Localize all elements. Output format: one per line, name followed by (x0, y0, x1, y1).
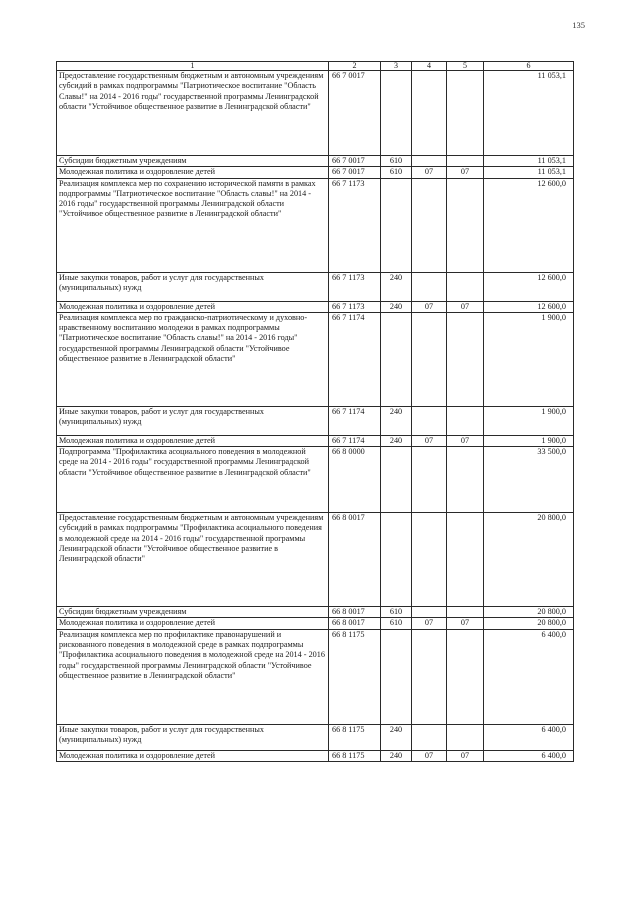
table-row (57, 447, 574, 513)
row-section-cell (412, 629, 447, 724)
row-code-cell: 66 7 1174 (329, 312, 381, 406)
header-cell-6: 6 (484, 62, 574, 71)
row-expense-type-cell: 240 (381, 435, 412, 446)
row-name-cell: Молодежная политика и оздоровление детей (57, 167, 329, 178)
table-row (57, 272, 574, 301)
row-code-cell: 66 7 1174 (329, 435, 381, 446)
row-amount-cell: 6 400,0 (484, 750, 574, 761)
row-name-cell: Молодежная политика и оздоровление детей (57, 435, 329, 446)
header-cell-2: 2 (329, 62, 381, 71)
row-expense-type-cell: 240 (381, 272, 412, 301)
row-expense-type-cell: 240 (381, 301, 412, 312)
table-row (57, 618, 574, 629)
table-header-row (57, 62, 574, 71)
row-section-cell (412, 312, 447, 406)
row-code-cell: 66 8 0017 (329, 607, 381, 618)
row-amount-cell: 6 400,0 (484, 724, 574, 750)
row-section-cell (412, 156, 447, 167)
row-subsection-cell (447, 156, 484, 167)
header-cell-3: 3 (381, 62, 412, 71)
row-amount-cell: 11 053,1 (484, 156, 574, 167)
row-subsection-cell (447, 272, 484, 301)
row-expense-type-cell (381, 629, 412, 724)
table-row (57, 312, 574, 406)
row-expense-type-cell: 610 (381, 618, 412, 629)
row-name-cell: Молодежная политика и оздоровление детей (57, 301, 329, 312)
row-code-cell: 66 8 0000 (329, 447, 381, 513)
row-expense-type-cell (381, 513, 412, 607)
row-name-cell: Иные закупки товаров, работ и услуг для государственных (муниципальных) нужд (57, 272, 329, 301)
row-section-cell: 07 (412, 750, 447, 761)
row-name-cell: Молодежная политика и оздоровление детей (57, 750, 329, 761)
row-code-cell: 66 7 1173 (329, 178, 381, 272)
header-cell-4: 4 (412, 62, 447, 71)
row-subsection-cell: 07 (447, 435, 484, 446)
row-amount-cell: 33 500,0 (484, 447, 574, 513)
row-section-cell (412, 513, 447, 607)
row-expense-type-cell (381, 71, 412, 156)
table-row (57, 167, 574, 178)
row-section-cell (412, 607, 447, 618)
row-expense-type-cell (381, 312, 412, 406)
row-code-cell: 66 7 1174 (329, 406, 381, 435)
row-amount-cell: 1 900,0 (484, 406, 574, 435)
row-amount-cell: 20 800,0 (484, 607, 574, 618)
row-amount-cell: 20 800,0 (484, 513, 574, 607)
row-section-cell: 07 (412, 301, 447, 312)
header-cell-5: 5 (447, 62, 484, 71)
row-amount-cell: 6 400,0 (484, 629, 574, 724)
row-name-cell: Иные закупки товаров, работ и услуг для государственных (муниципальных) нужд (57, 724, 329, 750)
budget-table (56, 61, 574, 762)
row-section-cell (412, 447, 447, 513)
row-code-cell: 66 7 1173 (329, 272, 381, 301)
row-expense-type-cell (381, 447, 412, 513)
row-amount-cell: 12 600,0 (484, 301, 574, 312)
row-expense-type-cell: 240 (381, 406, 412, 435)
row-amount-cell: 12 600,0 (484, 272, 574, 301)
row-code-cell: 66 7 0017 (329, 71, 381, 156)
row-section-cell (412, 406, 447, 435)
row-subsection-cell (447, 629, 484, 724)
row-expense-type-cell: 240 (381, 724, 412, 750)
row-subsection-cell (447, 178, 484, 272)
table-row (57, 406, 574, 435)
table-row (57, 724, 574, 750)
row-code-cell: 66 7 0017 (329, 167, 381, 178)
row-amount-cell: 12 600,0 (484, 178, 574, 272)
table-row (57, 629, 574, 724)
row-subsection-cell: 07 (447, 618, 484, 629)
row-name-cell: Реализация комплекса мер по гражданско-патриотическому и духовно-нравственному воспитанию молодежи в рамках подпрограммы "Патриотическое воспитание "Область славы!" на 2014 - 2016 годы" государственной программы Ленинградской области "Устойчивое общественное развитие в Ленинградской области" (57, 312, 329, 406)
row-section-cell (412, 272, 447, 301)
row-subsection-cell (447, 513, 484, 607)
row-name-cell: Молодежная политика и оздоровление детей (57, 618, 329, 629)
table-row (57, 435, 574, 446)
row-expense-type-cell (381, 178, 412, 272)
row-name-cell: Иные закупки товаров, работ и услуг для государственных (муниципальных) нужд (57, 406, 329, 435)
table-row (57, 607, 574, 618)
row-expense-type-cell: 240 (381, 750, 412, 761)
row-name-cell: Субсидии бюджетным учреждениям (57, 607, 329, 618)
row-name-cell: Предоставление государственным бюджетным и автономным учреждениям субсидий в рамках подпрограммы "Патриотическое воспитание "Область Славы!" на 2014 - 2016 годы" государственной программы Ленинградской области "Устойчивое общественное развитие в Ленинградской области" (57, 71, 329, 156)
row-name-cell: Реализация комплекса мер по сохранению исторической памяти в рамках подпрограммы "Патриотическое воспитание "Область славы!" на 2014 - 2016 годы" государственной программы Ленинградской области "Устойчивое общественное развитие в Ленинградской области" (57, 178, 329, 272)
row-subsection-cell: 07 (447, 167, 484, 178)
row-subsection-cell (447, 447, 484, 513)
row-amount-cell: 20 800,0 (484, 618, 574, 629)
row-name-cell: Предоставление государственным бюджетным и автономным учреждениям субсидий в рамках подпрограммы "Профилактика асоциального поведения в молодежной среде на 2014 - 2016 годы" государственной программы Ленинградской области "Устойчивое общественное развитие в Ленинградской области" (57, 513, 329, 607)
table-row (57, 178, 574, 272)
row-subsection-cell (447, 312, 484, 406)
row-name-cell: Субсидии бюджетным учреждениям (57, 156, 329, 167)
row-expense-type-cell: 610 (381, 156, 412, 167)
row-name-cell: Подпрограмма "Профилактика асоциального поведения в молодежной среде на 2014 - 2016 годы" государственной программы Ленинградской области "Устойчивое общественное развитие в Ленинградской области" (57, 447, 329, 513)
row-amount-cell: 11 053,1 (484, 167, 574, 178)
row-subsection-cell (447, 607, 484, 618)
row-subsection-cell (447, 406, 484, 435)
row-amount-cell: 1 900,0 (484, 435, 574, 446)
row-amount-cell: 1 900,0 (484, 312, 574, 406)
table-row (57, 750, 574, 761)
table-row (57, 513, 574, 607)
row-section-cell (412, 178, 447, 272)
row-subsection-cell: 07 (447, 750, 484, 761)
row-expense-type-cell: 610 (381, 607, 412, 618)
table-row (57, 301, 574, 312)
row-subsection-cell (447, 724, 484, 750)
row-code-cell: 66 8 0017 (329, 618, 381, 629)
row-code-cell: 66 8 0017 (329, 513, 381, 607)
row-amount-cell: 11 053,1 (484, 71, 574, 156)
page-number: 135 (572, 20, 585, 30)
row-code-cell: 66 7 1173 (329, 301, 381, 312)
table-row (57, 71, 574, 156)
row-name-cell: Реализация комплекса мер по профилактике правонарушений и рискованного поведения в молодежной среде в рамках подпрограммы "Профилактика асоциального поведения в молодежной среде на 2014 - 2016 годы" государственной программы Ленинградской области "Устойчивое общественное развитие в Ленинградской области" (57, 629, 329, 724)
row-section-cell: 07 (412, 618, 447, 629)
row-expense-type-cell: 610 (381, 167, 412, 178)
row-section-cell (412, 71, 447, 156)
row-section-cell (412, 724, 447, 750)
header-cell-1: 1 (57, 62, 329, 71)
row-section-cell: 07 (412, 435, 447, 446)
row-section-cell: 07 (412, 167, 447, 178)
table-row (57, 156, 574, 167)
row-code-cell: 66 8 1175 (329, 750, 381, 761)
row-code-cell: 66 8 1175 (329, 724, 381, 750)
row-subsection-cell: 07 (447, 301, 484, 312)
row-code-cell: 66 8 1175 (329, 629, 381, 724)
row-code-cell: 66 7 0017 (329, 156, 381, 167)
row-subsection-cell (447, 71, 484, 156)
